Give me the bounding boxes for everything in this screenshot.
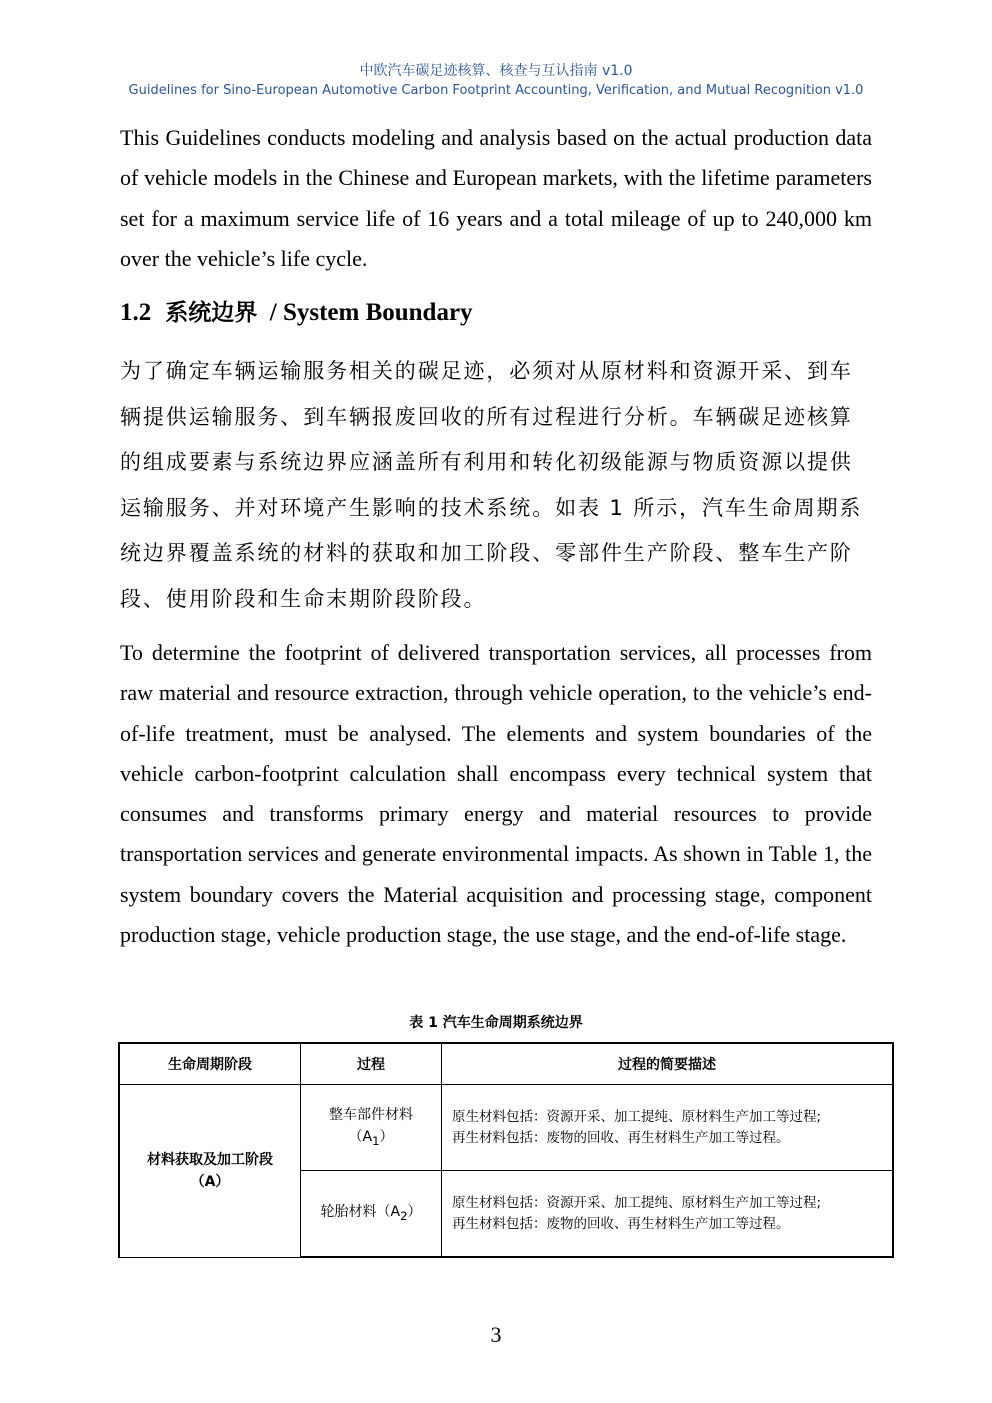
table-header-row: [119, 1043, 893, 1085]
process-cell: 轮胎材料$(A_2)$: [301, 1171, 442, 1258]
description-primary: 原生材料包括：资源开采、加工提纯、原材料生产加工等过程;: [452, 1108, 822, 1125]
page-number: 3: [490, 1322, 502, 1347]
stage-name: 材料获取及加工阶段: [147, 1151, 273, 1168]
description-recycled: 再生材料包括：废物的回收、再生材料生产加工等过程。: [452, 1215, 790, 1232]
stage-code: （A）: [190, 1173, 230, 1190]
process-cell: [301, 1085, 442, 1171]
body-paragraph-cn: 为了确定车辆运输服务相关的碳足迹，必须对从原材料和资源开采、到车辆提供运输服务、到车辆报废回收的所有过程进行分析。车辆碳足迹核算的组成要素与系统边界应涵盖所有利用和转化初级能源与物质资源以提供运输服务、并对环境产生影响的技术系统。如表 1 所示，汽车生命周期系统边界覆盖系统的材料的获取和加工阶段、零部件生产阶段、整车生产阶段、使用阶段和生命末期阶段阶段。: [120, 359, 863, 611]
stage-cell: [119, 1085, 301, 1258]
section-title-cn: 系统边界: [165, 300, 258, 326]
section-number: 1.2: [120, 299, 152, 326]
section-title-en: / System Boundary: [269, 299, 473, 326]
header-description: 过程的简要描述: [442, 1043, 894, 1085]
intro-paragraph-en: This Guidelines conducts modeling and analysis based on the actual production data of vehicle models in the Chinese and European markets, with the lifetime parameters set for a maximum service life of 16 years and a total mileage of up to 240,000 km over the vehicle’s life cycle.: [120, 125, 872, 271]
description-primary: 原生材料包括：资源开采、加工提纯、原材料生产加工等过程;: [452, 1194, 822, 1211]
process-name: 整车部件材料: [329, 1106, 413, 1123]
section-heading: [120, 294, 473, 327]
header-process: 过程: [301, 1043, 442, 1085]
body-paragraph-en: To determine the footprint of delivered transportation services, all processes from raw material and resource extraction, through vehicle operation, to the vehicle’s end-of-life treatment, must be analysed. The elements and system boundaries of the vehicle carbon-footprint calculation shall encompass every technical system that consumes and transforms primary energy and material resources to provide transportation services and generate environmental impacts. As shown in Table 1, the system boundary covers the Material acquisition and processing stage, component production stage, vehicle production stage, the use stage, and the end-of-life stage.: [120, 640, 872, 948]
system-boundary-table: [118, 1042, 894, 1258]
process-code: $(A_1)$: [348, 1128, 394, 1148]
header-stage: 生命周期阶段: [119, 1043, 301, 1085]
description-cell: [442, 1171, 894, 1258]
running-header-en: Guidelines for Sino-European Automotive Carbon Footprint Accounting, Verification, and Mutual Recognition v1.0: [128, 83, 864, 98]
process-name: 轮胎材料（A: [320, 1203, 401, 1220]
table-caption: 表 1 汽车生命周期系统边界: [409, 1015, 583, 1031]
description-cell: [442, 1085, 894, 1171]
running-header-cn: 中欧汽车碳足迹核算、核查与互认指南 v1.0: [359, 63, 633, 79]
table-row: [119, 1085, 893, 1171]
description-recycled: 再生材料包括：废物的回收、再生材料生产加工等过程。: [452, 1129, 790, 1146]
